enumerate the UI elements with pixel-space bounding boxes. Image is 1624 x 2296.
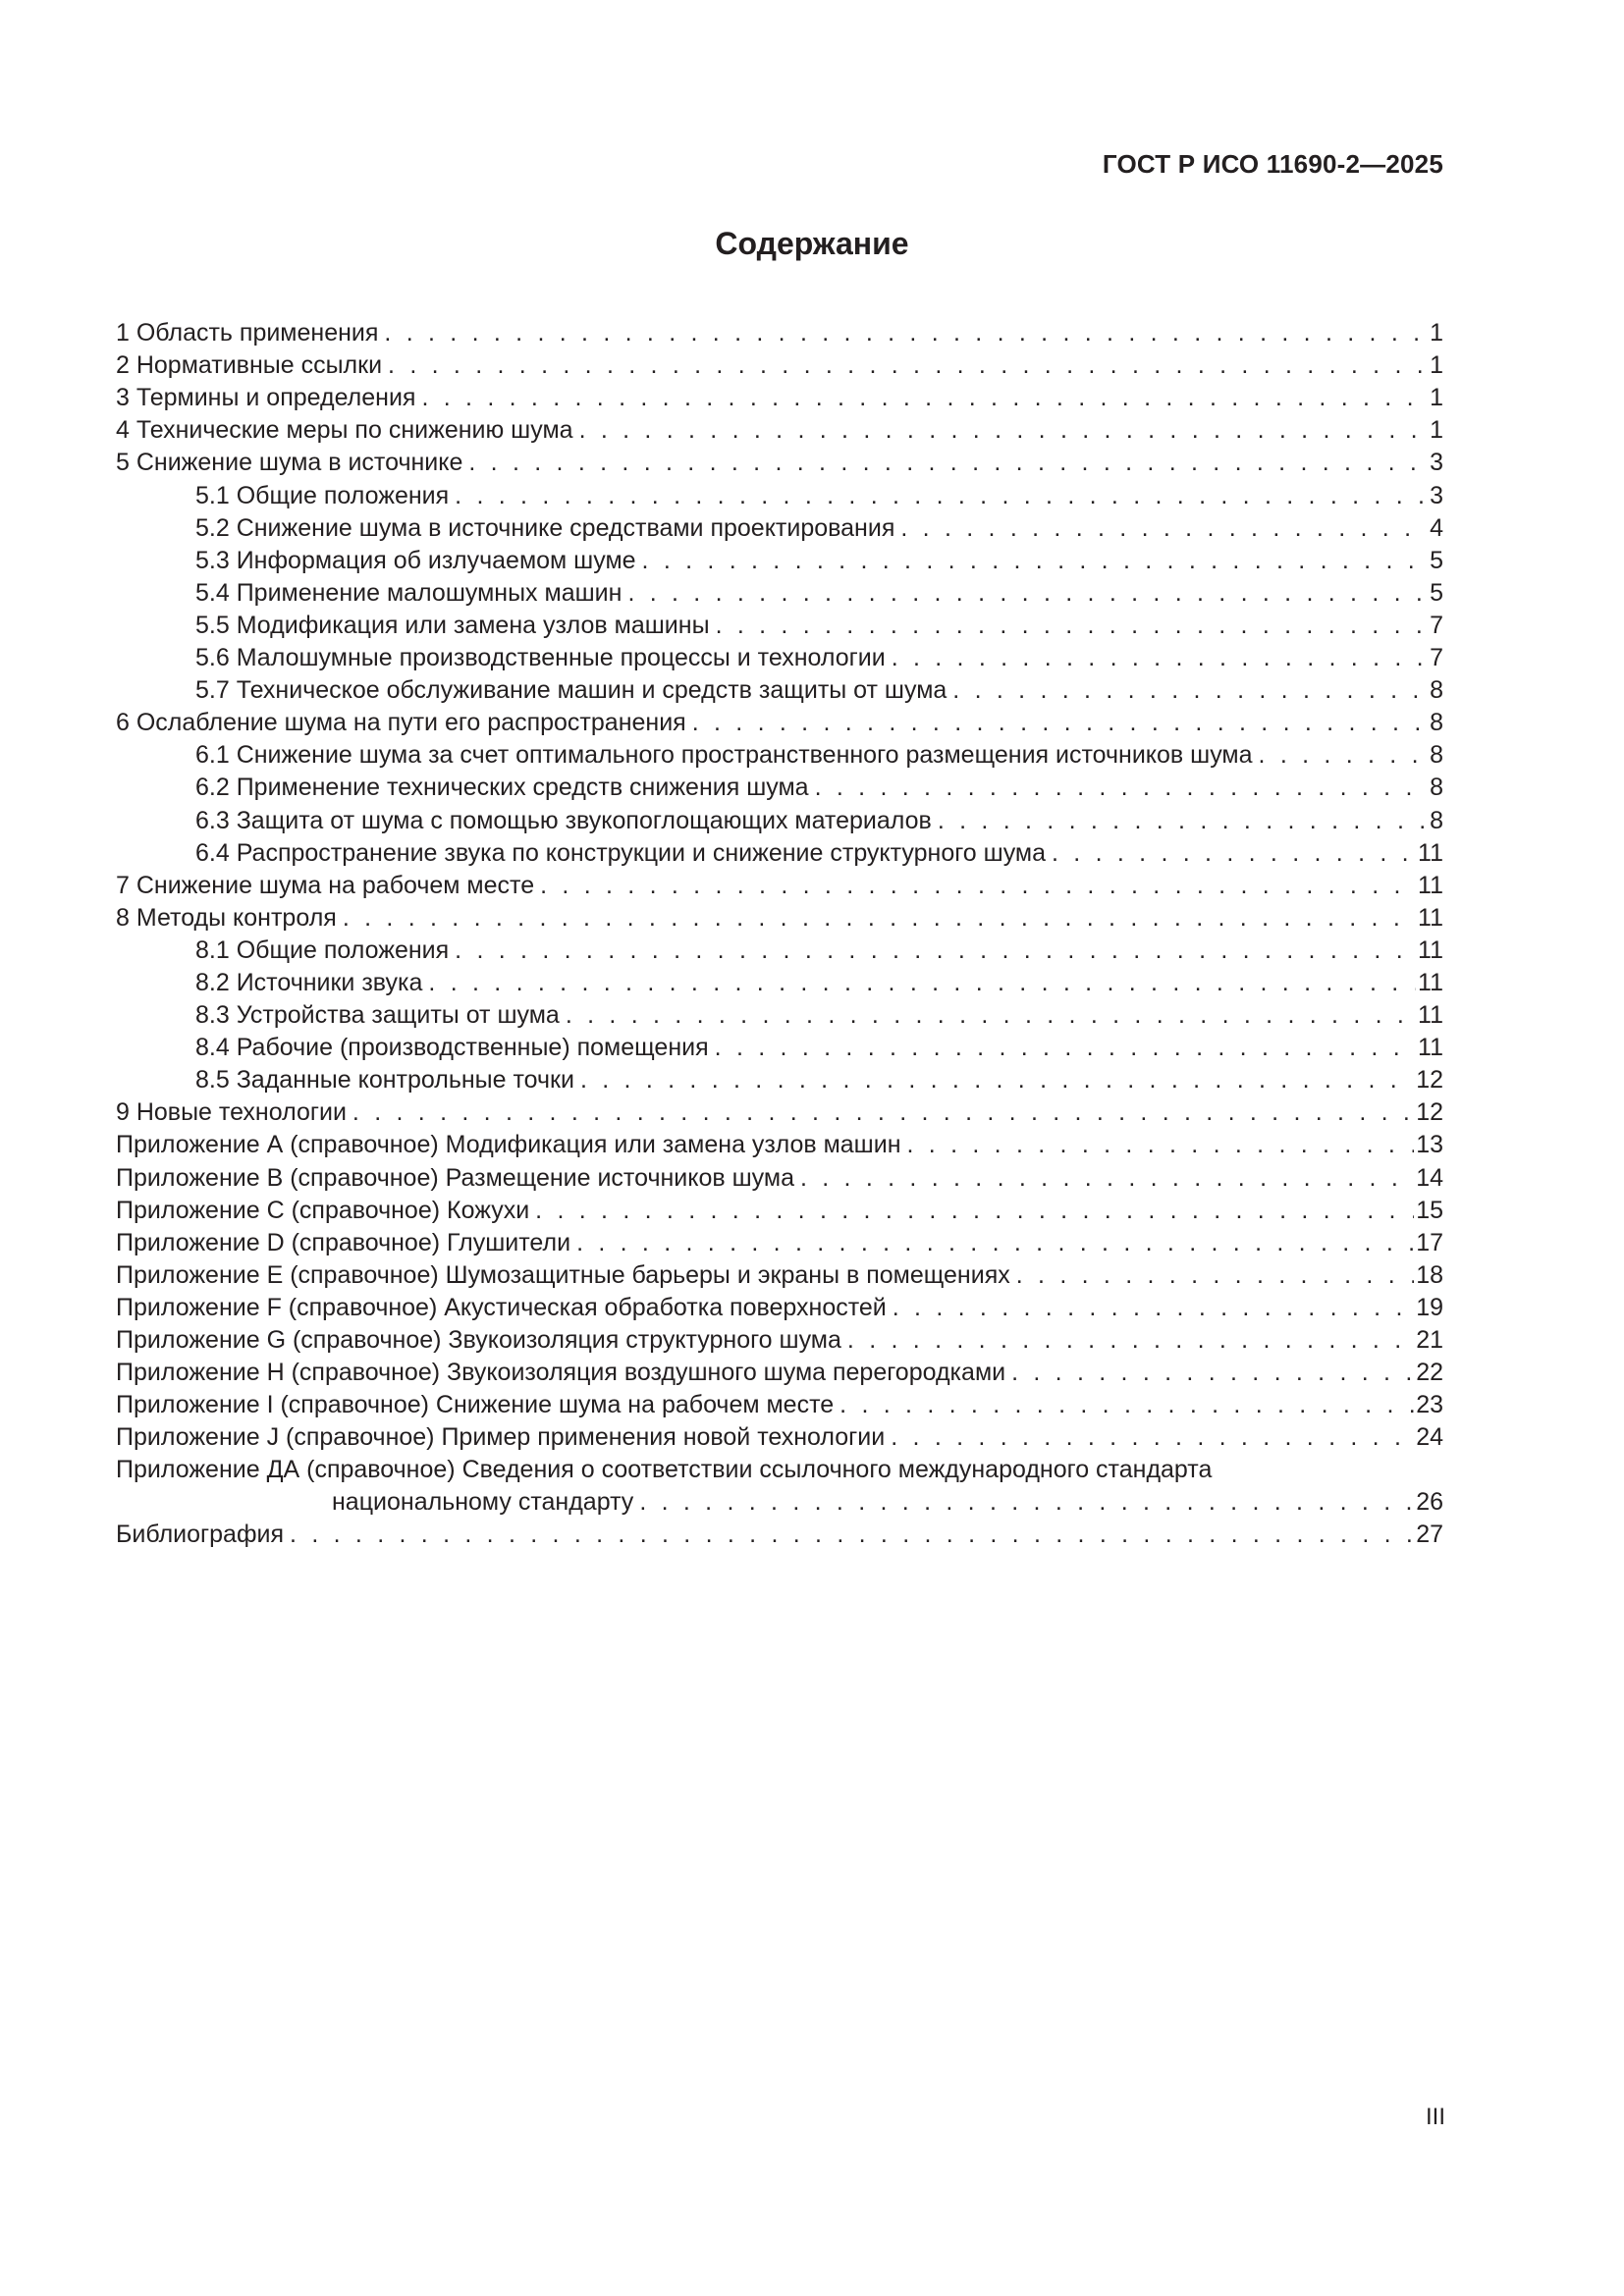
toc-entry-label: Приложение I (справочное) Снижение шума на рабочем месте — [116, 1391, 835, 1419]
document-code: ГОСТ Р ИСО 11690-2—2025 — [1102, 149, 1443, 179]
dot-leader — [627, 577, 1428, 610]
toc-entry-page: 27 — [1416, 1521, 1443, 1549]
table-of-contents — [116, 317, 1443, 1551]
toc-entry[interactable] — [116, 739, 1443, 772]
dot-leader — [566, 999, 1416, 1032]
toc-entry-label: 8.3 Устройства защиты от шума — [195, 1001, 560, 1030]
toc-entry-label: Приложение Е (справочное) Шумозащитные барьеры и экраны в помещениях — [116, 1260, 1010, 1289]
dot-leader — [540, 870, 1416, 902]
dot-leader — [639, 1486, 1414, 1519]
toc-entry-bibliography[interactable] — [116, 1519, 1443, 1551]
dot-leader — [428, 967, 1416, 999]
toc-entry-label: Приложение Н (справочное) Звукоизоляция воздушного шума перегородками — [116, 1359, 1006, 1387]
toc-entry-page: 8 — [1430, 806, 1443, 834]
toc-entry[interactable] — [116, 1227, 1443, 1259]
toc-entry-page: 3 — [1430, 481, 1443, 509]
dot-leader — [535, 1195, 1414, 1227]
toc-entry-label: 6.3 Защита от шума с помощью звукопоглощающих материалов — [195, 806, 932, 834]
toc-entry-label: 4 Технические меры по снижению шума — [116, 416, 573, 445]
dot-leader — [343, 902, 1416, 934]
toc-entry-label: 6.2 Применение технических средств снижения шума — [195, 774, 809, 802]
dot-leader — [384, 317, 1428, 349]
toc-entry[interactable] — [116, 934, 1443, 967]
toc-entry[interactable] — [116, 1195, 1443, 1227]
dot-leader — [468, 447, 1428, 479]
toc-entry-page: 11 — [1418, 968, 1443, 996]
toc-entry-page: 8 — [1430, 676, 1443, 705]
toc-entry[interactable] — [116, 545, 1443, 577]
toc-entry-label: 5.1 Общие положения — [195, 481, 450, 509]
toc-entry-page: 11 — [1418, 935, 1443, 964]
toc-entry[interactable] — [116, 967, 1443, 999]
toc-entry-page: 1 — [1430, 319, 1443, 347]
toc-entry-page: 8 — [1430, 741, 1443, 770]
toc-entry[interactable] — [116, 610, 1443, 642]
toc-entry-label: Приложение D (справочное) Глушители — [116, 1228, 571, 1256]
toc-entry[interactable] — [116, 674, 1443, 707]
toc-entry-page: 12 — [1416, 1066, 1443, 1095]
toc-entry-page: 11 — [1418, 838, 1443, 867]
toc-entry[interactable] — [116, 999, 1443, 1032]
dot-leader — [892, 642, 1428, 674]
toc-entry-page: 4 — [1430, 513, 1443, 542]
toc-entry-page: 1 — [1430, 351, 1443, 380]
dot-leader — [1259, 739, 1429, 772]
toc-entry-page: 11 — [1418, 871, 1443, 899]
toc-entry-label: Библиография — [116, 1521, 285, 1549]
dot-leader — [900, 512, 1428, 545]
toc-entry-label: Приложение А (справочное) Модификация или замена узлов машин — [116, 1131, 901, 1159]
toc-entry[interactable] — [116, 1357, 1443, 1389]
toc-entry[interactable] — [116, 479, 1443, 511]
toc-entry-label: 8.4 Рабочие (производственные) помещения — [195, 1034, 709, 1062]
toc-entry[interactable] — [116, 447, 1443, 479]
toc-entry-page: 7 — [1430, 611, 1443, 639]
toc-entry-label: Приложение J (справочное) Пример применения новой технологии — [116, 1423, 886, 1452]
toc-entry[interactable] — [116, 902, 1443, 934]
toc-entry-page: 12 — [1416, 1098, 1443, 1127]
toc-entry-page: 17 — [1416, 1228, 1443, 1256]
dot-leader — [388, 349, 1428, 382]
toc-entry[interactable] — [116, 577, 1443, 610]
dot-leader — [800, 1162, 1414, 1195]
toc-entry-label: Приложение F (справочное) Акустическая обработка поверхностей — [116, 1293, 887, 1321]
toc-entry[interactable] — [116, 804, 1443, 836]
toc-entry-page: 13 — [1416, 1131, 1443, 1159]
toc-entry-label: 1 Область применения — [116, 319, 379, 347]
toc-entry-label: 8 Методы контроля — [116, 903, 337, 932]
dot-leader — [579, 414, 1429, 447]
dot-leader — [952, 674, 1428, 707]
page-number: III — [1425, 2104, 1445, 2130]
toc-entry[interactable] — [116, 1421, 1443, 1454]
toc-entry-label: 8.1 Общие положения — [195, 935, 450, 964]
toc-entry[interactable] — [116, 317, 1443, 349]
toc-entry-page: 7 — [1430, 644, 1443, 672]
dot-leader — [580, 1064, 1414, 1096]
toc-entry-page: 23 — [1416, 1391, 1443, 1419]
toc-entry-label: 9 Новые технологии — [116, 1098, 347, 1127]
dot-leader — [576, 1227, 1414, 1259]
dot-leader — [716, 610, 1429, 642]
toc-entry-label: 6.1 Снижение шума за счет оптимального пространственного размещения источников шума — [195, 741, 1253, 770]
toc-entry[interactable] — [116, 707, 1443, 739]
toc-entry-page: 14 — [1416, 1163, 1443, 1192]
toc-entry-label: 5.3 Информация об излучаемом шуме — [195, 546, 636, 574]
dot-leader — [290, 1519, 1414, 1551]
toc-entry-page: 22 — [1416, 1359, 1443, 1387]
toc-entry-annex-da[interactable] — [116, 1454, 1443, 1519]
toc-entry-label: 5.4 Применение малошумных машин — [195, 578, 623, 607]
toc-entry[interactable] — [116, 1129, 1443, 1161]
dot-leader — [938, 805, 1428, 837]
toc-entry-page: 1 — [1430, 416, 1443, 445]
toc-entry[interactable] — [116, 870, 1443, 902]
toc-entry[interactable] — [116, 772, 1443, 804]
toc-entry-page: 19 — [1416, 1293, 1443, 1321]
toc-entry[interactable] — [116, 1096, 1443, 1129]
toc-entry-page: 26 — [1416, 1488, 1443, 1517]
toc-entry[interactable] — [116, 1324, 1443, 1357]
toc-entry-page: 18 — [1416, 1260, 1443, 1289]
toc-entry-label: 3 Термины и определения — [116, 384, 416, 412]
dot-leader — [891, 1421, 1414, 1454]
toc-entry-page: 24 — [1416, 1423, 1443, 1452]
toc-entry-label: Приложение ДА (справочное) Сведения о соответствии ссылочного международного стандарта — [116, 1456, 1213, 1484]
dot-leader — [455, 480, 1428, 512]
toc-entry[interactable] — [116, 512, 1443, 545]
toc-entry[interactable] — [116, 1292, 1443, 1324]
toc-entry-label: 8.2 Источники звука — [195, 968, 423, 996]
dot-leader — [642, 545, 1429, 577]
dot-leader — [1016, 1259, 1414, 1292]
toc-entry-page: 15 — [1416, 1196, 1443, 1224]
dot-leader — [815, 772, 1429, 804]
page-title: Содержание — [715, 226, 909, 261]
toc-entry-page: 21 — [1416, 1326, 1443, 1354]
toc-entry-label: 5.7 Техническое обслуживание машин и средств защиты от шума — [195, 676, 947, 705]
toc-entry[interactable] — [116, 837, 1443, 870]
toc-entry-label: 5 Снижение шума в источнике — [116, 449, 463, 477]
toc-entry-label: 6 Ослабление шума на пути его распространения — [116, 709, 686, 737]
dot-leader — [847, 1324, 1414, 1357]
toc-entry[interactable] — [116, 1032, 1443, 1064]
toc-entry-page: 5 — [1430, 578, 1443, 607]
dot-leader — [715, 1032, 1416, 1064]
toc-entry-label-continued: национальному стандарту — [332, 1488, 634, 1517]
dot-leader — [352, 1096, 1414, 1129]
toc-entry-label: Приложение В (справочное) Размещение источников шума — [116, 1163, 794, 1192]
toc-entry-label: Приложение С (справочное) Кожухи — [116, 1196, 530, 1224]
dot-leader — [421, 382, 1428, 414]
toc-entry[interactable] — [116, 1064, 1443, 1096]
toc-entry-page: 1 — [1430, 384, 1443, 412]
toc-entry-label: 5.6 Малошумные производственные процессы и технологии — [195, 644, 886, 672]
dot-leader — [1052, 837, 1416, 870]
toc-entry-page: 5 — [1430, 546, 1443, 574]
toc-entry-page: 11 — [1418, 1001, 1443, 1030]
toc-entry[interactable] — [116, 414, 1443, 447]
dot-leader — [907, 1129, 1415, 1161]
toc-entry-page: 8 — [1430, 709, 1443, 737]
toc-entry-label: 5.5 Модификация или замена узлов машины — [195, 611, 710, 639]
toc-entry[interactable] — [116, 1259, 1443, 1292]
toc-entry-label: 8.5 Заданные контрольные точки — [195, 1066, 574, 1095]
toc-entry[interactable] — [116, 349, 1443, 382]
toc-entry-page: 11 — [1418, 903, 1443, 932]
toc-entry-page: 8 — [1430, 774, 1443, 802]
dot-leader — [839, 1389, 1414, 1421]
toc-entry-page: 11 — [1418, 1034, 1443, 1062]
toc-entry[interactable] — [116, 1389, 1443, 1421]
toc-entry-label: 7 Снижение шума на рабочем месте — [116, 871, 535, 899]
toc-entry-label: Приложение G (справочное) Звукоизоляция структурного шума — [116, 1326, 841, 1354]
toc-entry-label: 5.2 Снижение шума в источнике средствами проектирования — [195, 513, 895, 542]
toc-entry-label: 2 Нормативные ссылки — [116, 351, 383, 380]
toc-entry-page: 3 — [1430, 449, 1443, 477]
dot-leader — [893, 1292, 1414, 1324]
toc-entry[interactable] — [116, 1161, 1443, 1194]
dot-leader — [692, 707, 1428, 739]
dot-leader — [455, 934, 1416, 967]
dot-leader — [1011, 1357, 1414, 1389]
toc-entry[interactable] — [116, 382, 1443, 414]
toc-entry[interactable] — [116, 642, 1443, 674]
toc-entry-label: 6.4 Распространение звука по конструкции и снижение структурного шума — [195, 838, 1047, 867]
